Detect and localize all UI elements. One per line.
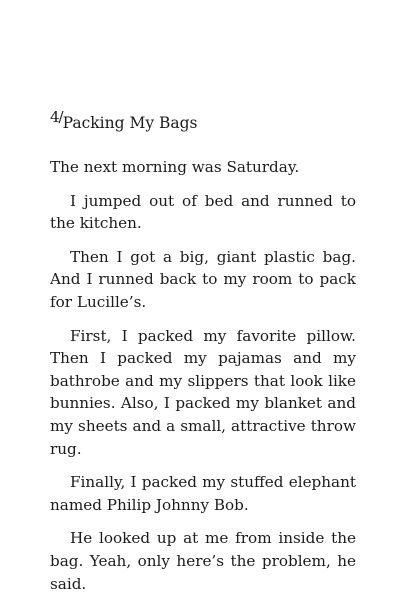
chapter-number: 4/ [50, 108, 63, 126]
chapter-body [50, 156, 356, 606]
paragraph: First, I packed my favorite pillow. Then I packed my pajamas and my bathrobe and my slippers that look like bunnies. Also, I packed my blanket and my sheets and a small, attractive throw rug. [50, 326, 356, 458]
paragraph: Then I got a big, giant plastic bag. And I runned back to my room to pack for Lucille’s. [50, 247, 356, 311]
paragraph: The next morning was Saturday. [50, 158, 300, 176]
chapter-title: Packing My Bags [62, 114, 198, 132]
paragraph: Finally, I packed my stuffed elephant named Philip Johnny Bob. [50, 473, 356, 514]
chapter-heading [50, 108, 198, 132]
paragraph: I jumped out of bed and runned to the kitchen. [50, 191, 356, 233]
paragraph: He looked up at me from inside the bag. Yeah, only here’s the problem, he said. [50, 529, 356, 593]
